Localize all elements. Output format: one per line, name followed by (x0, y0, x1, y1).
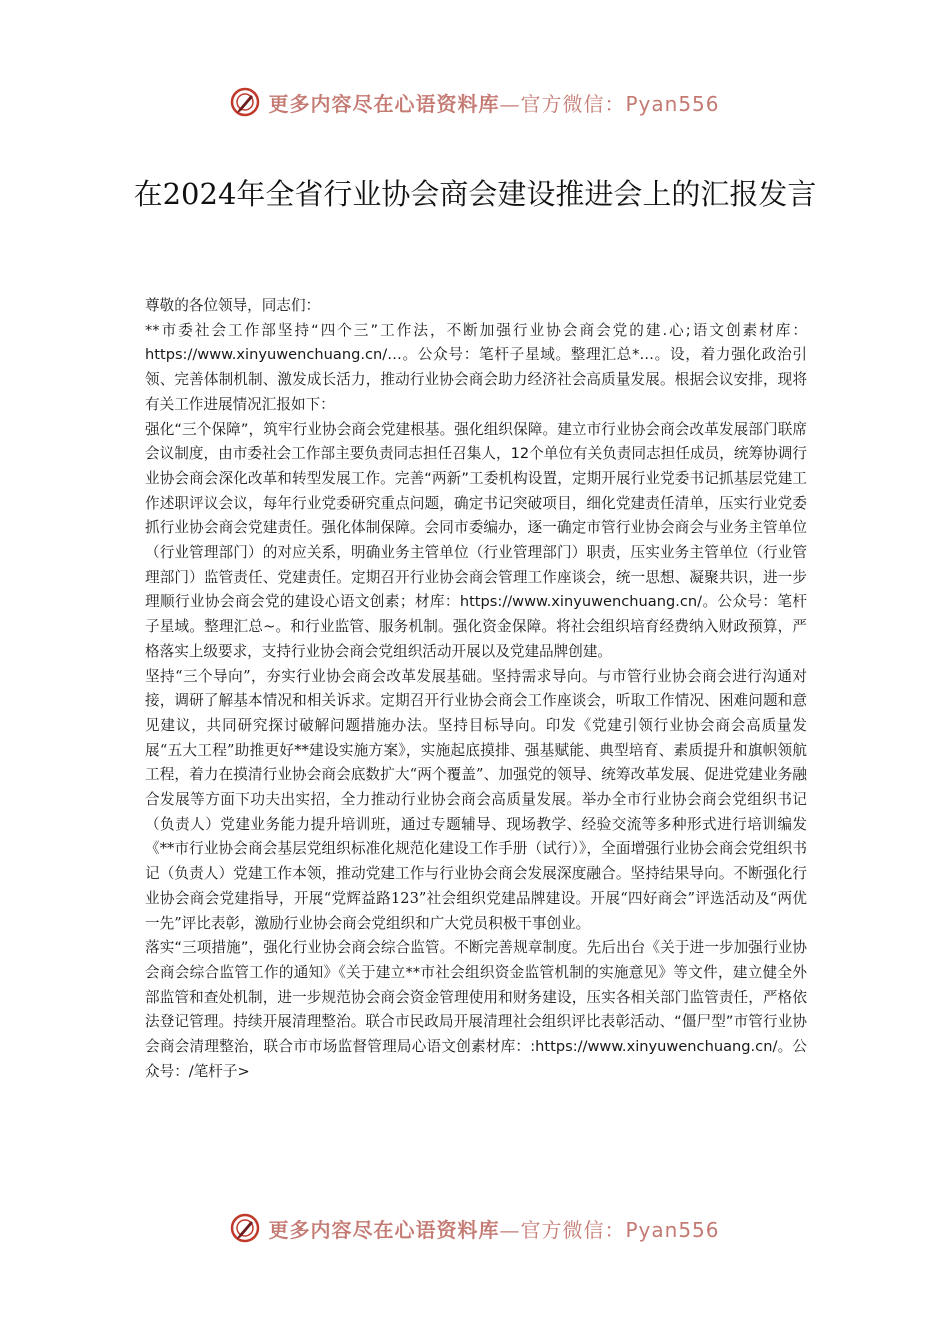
watermark-site-name: 更多内容尽在心语资料库 (268, 91, 500, 116)
document-body (145, 294, 807, 1085)
salutation: 尊敬的各位领导，同志们： (145, 297, 321, 314)
pen-circle-icon (230, 87, 260, 117)
watermark-text (268, 88, 719, 117)
watermark-site-name: 更多内容尽在心语资料库 (268, 1217, 500, 1242)
watermark-text (268, 1214, 719, 1243)
paragraph-three-measures: 落实“三项措施”，强化行业协会商会综合监管。不断完善规章制度。先后出台《关于进一步加强行业协会商会综合监管工作的通知》《关于建立**市社会组织资金监管机制的实施意见》等文件，建立健全外部监管和查处机制，进一步规范协会商会资金管理使用和财务建设，压实各相关部门监管责任，严格依法登记管理。持续开展清理整治。联合市民政局开展清理社会组织评比表彰活动、“僵尸型”市管行业协会商会清理整治，联合市市场监督管理局心语文创素材库：:https://www.xinyuwenchuang.cn/。公众号：/笔杆子> (145, 939, 807, 1080)
paragraph-intro: **市委社会工作部坚持“四个三”工作法，不断加强行业协会商会党的建.心;语文创素材库：https://www.xinyuwenchuang.cn/…。公众号：笔杆子星域。整理汇总*…。设，着力强化政治引领、完善体制机制、激发成长活力，推动行业协会商会助力经济社会高质量发展。根据会议安排，现将有关工作进展情况汇报如下： (145, 321, 807, 413)
watermark-wechat-label: —官方微信： (499, 91, 626, 116)
footer-watermark-banner (0, 1208, 950, 1248)
watermark-wechat-label: —官方微信： (499, 1217, 626, 1242)
watermark-wechat-id: Pyan556 (625, 1217, 720, 1242)
document-title: 在2024年全省行业协会商会建设推进会上的汇报发言 (133, 177, 817, 212)
paragraph-three-guarantees: 强化“三个保障”，筑牢行业协会商会党建根基。强化组织保障。建立市行业协会商会改革发展部门联席会议制度，由市委社会工作部主要负责同志担任召集人，12个单位有关负责同志担任成员，统筹协调行业协会商会深化改革和转型发展工作。完善“两新”工委机构设置，定期开展行业党委书记抓基层党建工作述职评议会议，每年行业党委研究重点问题，确定书记突破项目，细化党建责任清单，压实行业党委抓行业协会商会党建责任。强化体制保障。会同市委编办，逐一确定市管行业协会商会与业务主管单位（行业管理部门）的对应关系，明确业务主管单位（行业管理部门）职责，压实业务主管单位（行业管理部门）监管责任、党建责任。定期召开行业协会商会管理工作座谈会，统一思想、凝聚共识，进一步理顺行业协会商会党的建设心语文创素；材库：https://www.xinyuwenchuang.cn/。公众号：笔杆子星域。整理汇总~。和行业监管、服务机制。强化资金保障。将社会组织培育经费纳入财政预算，严格落实上级要求，支持行业协会商会党组织活动开展以及党建品牌创建。 (145, 420, 807, 660)
watermark-wechat-id: Pyan556 (625, 91, 720, 116)
pen-circle-icon (230, 1213, 260, 1243)
header-watermark-banner (0, 82, 950, 122)
paragraph-three-orientations: 坚持“三个导向”，夯实行业协会商会改革发展基础。坚持需求导向。与市管行业协会商会进行沟通对接，调研了解基本情况和相关诉求。定期召开行业协会商会工作座谈会，听取工作情况、困难问题和意见建议，共同研究探讨破解问题措施办法。坚持目标导向。印发《党建引领行业协会商会高质量发展“五大工程”助推更好**建设实施方案》，实施起底摸排、强基赋能、典型培育、素质提升和旗帜领航工程，着力在摸清行业协会商会底数扩大“两个覆盖”、加强党的领导、统筹改革发展、促进党建业务融合发展等方面下功夫出实招，全力推动行业协会商会高质量发展。举办全市行业协会商会党组织书记（负责人）党建业务能力提升培训班，通过专题辅导、现场教学、经验交流等多种形式进行培训编发《**市行业协会商会基层党组织标准化规范化建设工作手册（试行）》，全面增强行业协会商会党组织书记（负责人）党建工作本领，推动党建工作与行业协会商会发展深度融合。坚持结果导向。不断强化行业协会商会党建指导，开展“党辉益路123”社会组织党建品牌建设。开展“四好商会”评选活动及“两优一先”评比表彰，激励行业协会商会党组织和广大党员积极干事创业。 (145, 667, 807, 932)
